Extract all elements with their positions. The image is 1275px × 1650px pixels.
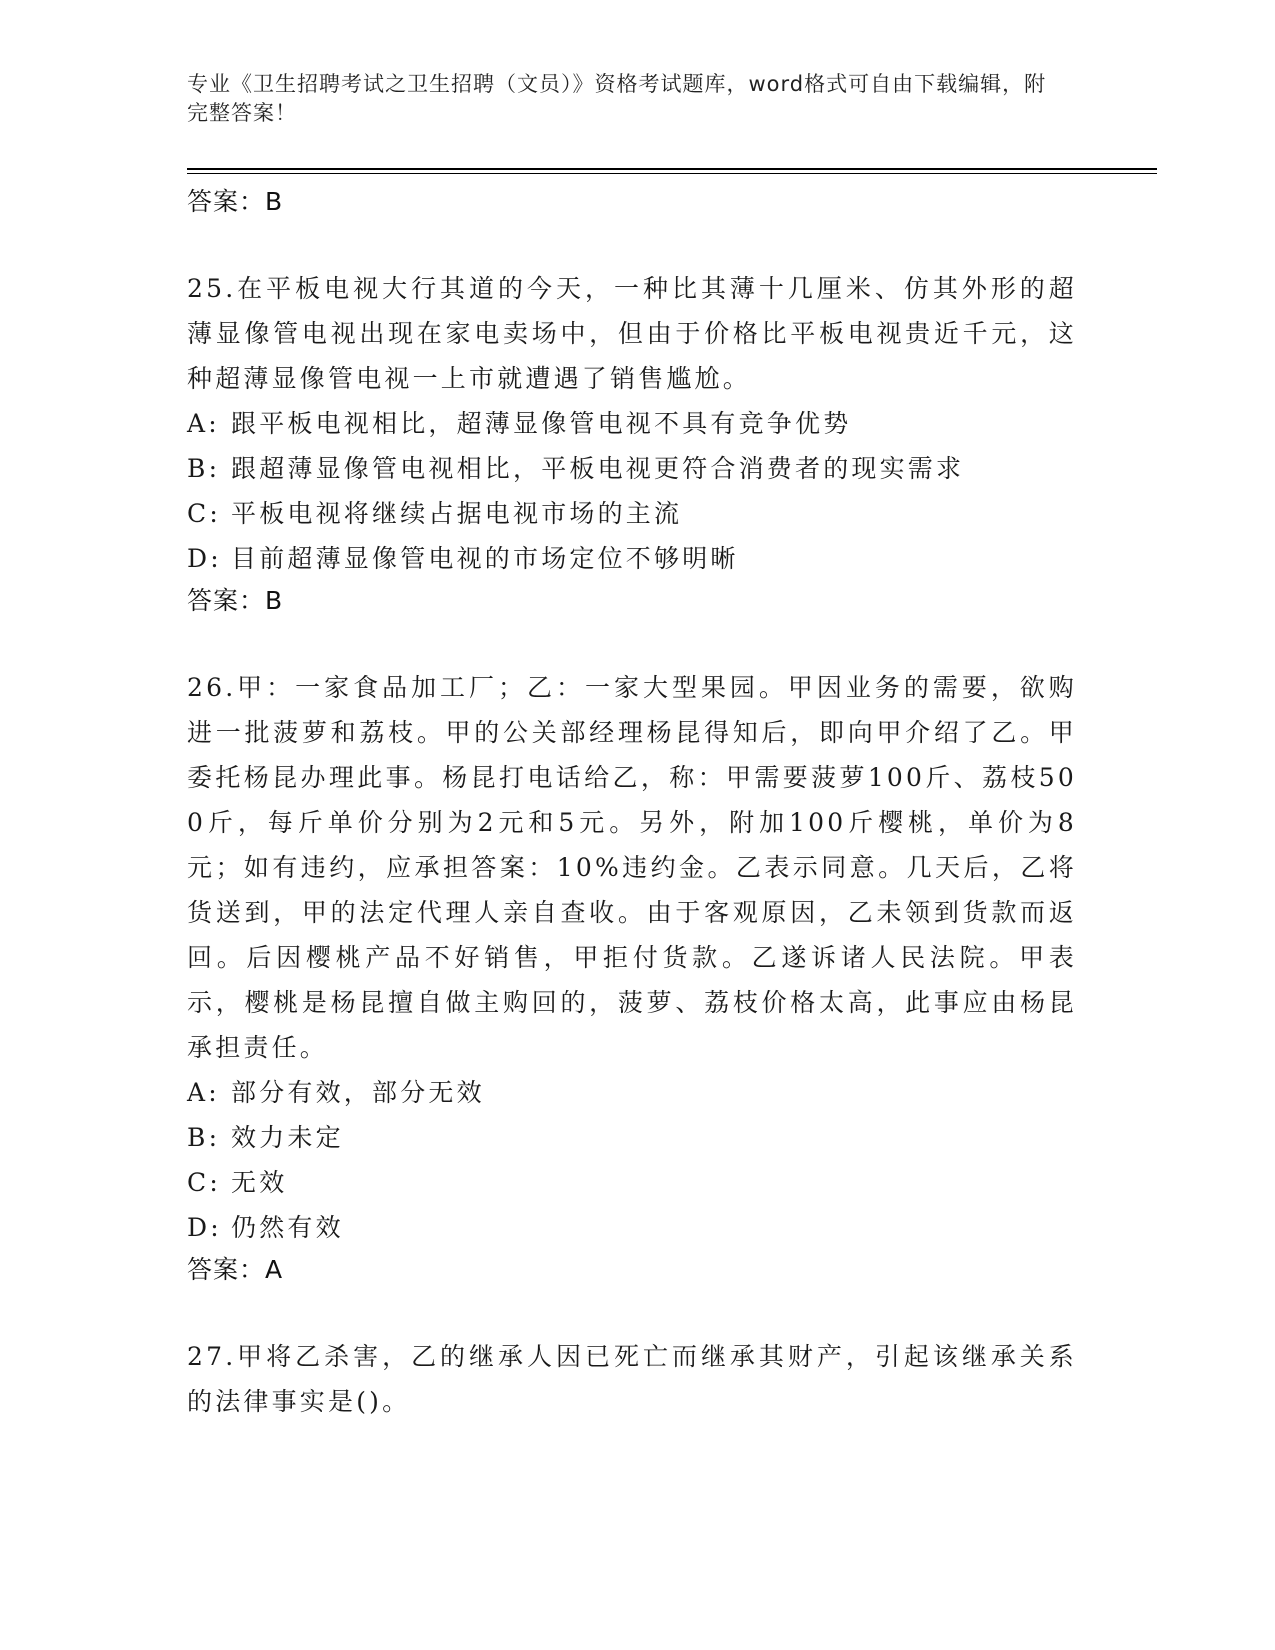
option-text: 跟平板电视相比，超薄显像管电视不具有竞争优势 [231,409,852,438]
question-26 [187,665,1157,1290]
option-b [187,446,1157,491]
option-text: 部分有效，部分无效 [231,1078,485,1107]
option-text: 跟超薄显像管电视相比，平板电视更符合消费者的现实需求 [231,454,965,483]
option-text: 仍然有效 [231,1213,344,1242]
question-stem: 27.甲将乙杀害，乙的继承人因已死亡而继承其财产，引起该继承关系的法律事实是()。 [187,1342,1077,1416]
question-stem: 26.甲：一家食品加工厂；乙：一家大型果园。甲因业务的需要，欲购进一批菠萝和荔枝。甲的公关部经理杨昆得知后，即向甲介绍了乙。甲委托杨昆办理此事。杨昆打电话给乙，称：甲需要菠萝100斤、荔枝500斤，每斤单价分别为2元和5元。另外，附加100斤樱桃，单价为8元；如有违约，应承担答案：10%违约金。乙表示同意。几天后，乙将货送到，甲的法定代理人亲自查收。由于客观原因，乙未领到货款而返回。后因樱桃产品不好销售，甲拒付货款。乙遂诉诸人民法院。甲表示，樱桃是杨昆擅自做主购回的，菠萝、荔枝价格太高，此事应由杨昆承担责任。 [187,673,1077,1062]
option-d [187,536,1157,581]
document-page [187,70,1157,1424]
document-header: 专业《卫生招聘考试之卫生招聘（文员）》资格考试题库，word格式可自由下载编辑，附完整答案！ [187,72,1047,125]
option-key: C: [187,499,221,528]
option-key: A: [187,1078,220,1107]
option-key: B: [187,1123,221,1152]
previous-answer: 答案：B [187,187,284,216]
option-text: 目前超薄显像管电视的市场定位不够明晰 [231,544,739,573]
header-divider-thin [187,173,1157,174]
option-text: 效力未定 [231,1123,344,1152]
option-c [187,1160,1157,1205]
option-key: A: [187,409,220,438]
option-text: 无效 [231,1168,288,1197]
option-b [187,1115,1157,1160]
option-key: D: [187,1213,222,1242]
question-stem: 25.在平板电视大行其道的今天，一种比其薄十几厘米、仿其外形的超薄显像管电视出现在家电卖场中，但由于价格比平板电视贵近千元，这种超薄显像管电视一上市就遭遇了销售尴尬。 [187,274,1077,393]
option-a [187,1070,1157,1115]
option-key: C: [187,1168,221,1197]
header-divider-thick [187,168,1157,170]
option-a [187,401,1157,446]
question-25 [187,266,1157,621]
option-key: D: [187,544,222,573]
option-text: 平板电视将继续占据电视市场的主流 [231,499,683,528]
answer-line: 答案：A [187,1255,284,1284]
option-key: B: [187,454,221,483]
question-27 [187,1334,1157,1424]
answer-line: 答案：B [187,586,284,615]
option-c [187,491,1157,536]
option-d [187,1205,1157,1250]
